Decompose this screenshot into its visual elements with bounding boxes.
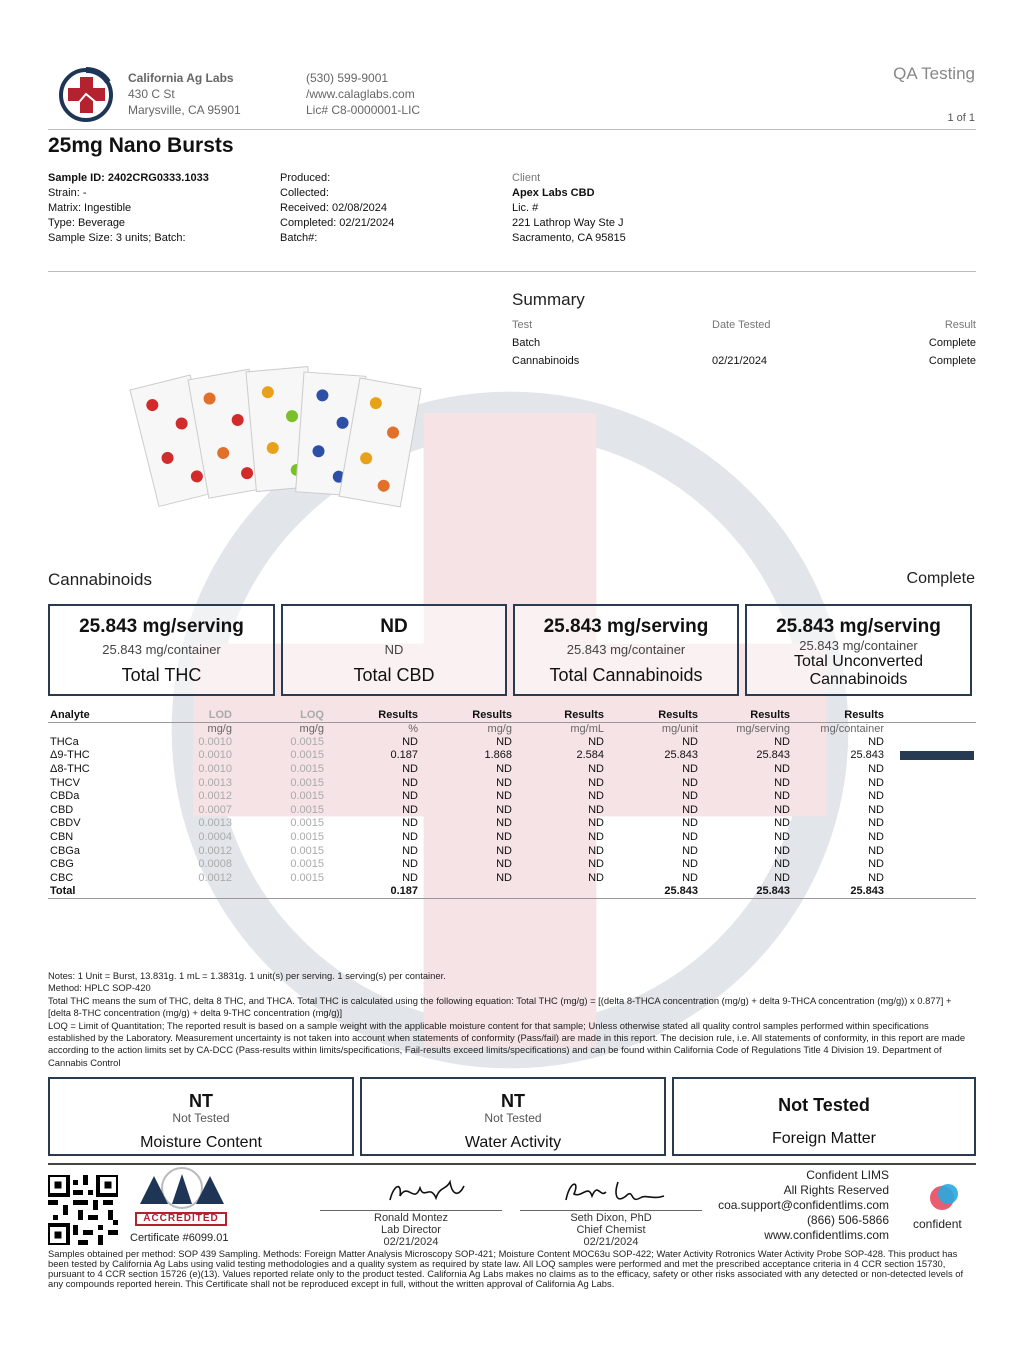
box-subvalue: Not Tested	[484, 1111, 542, 1125]
bar-cell	[886, 776, 976, 790]
box-label: Foreign Matter	[771, 1130, 877, 1147]
table-header-row	[48, 708, 976, 722]
bar-cell	[886, 858, 976, 872]
value-cell: ND	[774, 817, 790, 830]
sample-id: Sample ID: 2402CRG0333.1033	[48, 172, 209, 184]
table-row	[48, 858, 976, 872]
box-value: 25.843 mg/serving	[776, 616, 941, 637]
sample-meta	[48, 171, 209, 246]
value-cell: 0.0015	[290, 858, 324, 871]
lab-website: /www.calaglabs.com	[306, 87, 415, 101]
value-cell: ND	[496, 817, 512, 830]
value-cell: ND	[402, 817, 418, 830]
value-cell: ND	[682, 790, 698, 803]
total-thc-box	[48, 604, 275, 696]
value-cell: 0.0015	[290, 749, 324, 762]
lab-director-signature	[380, 1176, 470, 1210]
col-loq: LOQ	[234, 708, 326, 722]
value-cell	[138, 885, 234, 899]
product-title: 25mg Nano Bursts	[48, 134, 234, 157]
bar-cell	[886, 790, 976, 804]
value-cell: 0.0010	[198, 735, 232, 748]
value-cell: ND	[682, 831, 698, 844]
sample-size: Sample Size: 3 units; Batch:	[48, 232, 186, 244]
certificate-number: Certificate #6099.01	[130, 1232, 229, 1244]
summary-row	[512, 352, 976, 370]
value-cell: ND	[774, 790, 790, 803]
summary-header-test: Test	[512, 319, 533, 331]
value-cell: 0.187	[390, 749, 418, 762]
sig2-date: 02/21/2024	[583, 1236, 639, 1248]
foreign-matter-box	[672, 1077, 976, 1156]
notes	[48, 970, 976, 1069]
lab-address-line1: 430 C St	[128, 87, 175, 101]
lims-name: Confident LIMS	[806, 1168, 889, 1182]
value-cell: 0.0015	[290, 831, 324, 844]
page-number: 1 of 1	[947, 112, 975, 124]
value-cell: 0.0015	[290, 763, 324, 776]
value-cell: ND	[496, 790, 512, 803]
value-cell: 0.0015	[290, 776, 324, 789]
value-cell: mg/serving	[736, 722, 790, 735]
bar-cell	[886, 736, 976, 750]
lab-contact	[306, 70, 420, 118]
value-cell: 0.0012	[198, 844, 232, 857]
value-cell: 0.0015	[290, 871, 324, 884]
disclaimer: Samples obtained per method: SOP 439 Sampling. Methods: Foreign Matter Analysis Microscopy SOP-421; Moisture Content MOC63u SOP-422; Water Activity Rotronics Water Activity Probe SOP-428. This product has been tested by California Ag Labs using valid testing methodologies and a quality system as required by state law. All LOQ samples were performed and met the prescribed acceptance criteria in 4 CCR section 15730, pursuant to 4 CCR section 15726 (e)(13). Values reported relate only to the product tested. California Ag Labs makes no claims as to the efficacy, safety or other risks associated with any detected or non-detected levels of any compounds reported herein. This Certificate shall not be reproduced except in full, without the written approval of California Ag Labs.	[48, 1248, 964, 1289]
header-divider	[48, 129, 976, 130]
cannabinoids-title: Cannabinoids	[48, 570, 152, 589]
table-row	[48, 817, 976, 831]
summary-title: Summary	[512, 290, 585, 309]
value-cell: ND	[774, 844, 790, 857]
box-subvalue: 25.843 mg/container	[799, 638, 918, 653]
value-cell: ND	[868, 844, 884, 857]
value-cell: 0.187	[326, 885, 420, 899]
table-row	[48, 749, 976, 763]
col-results: Results	[700, 708, 792, 722]
summary-header-date: Date Tested	[712, 319, 771, 331]
box-label: Total Unconverted Cannabinoids	[794, 653, 923, 688]
box-label: Total Cannabinoids	[549, 665, 703, 685]
value-cell: ND	[868, 790, 884, 803]
client-meta	[512, 171, 626, 246]
box-subvalue: ND	[384, 642, 404, 657]
date-meta	[280, 171, 394, 246]
analyte-cell: CBDa	[50, 790, 80, 803]
value-cell: ND	[868, 871, 884, 884]
value-cell: 0.0004	[198, 831, 232, 844]
value-cell: ND	[682, 871, 698, 884]
value-cell: ND	[868, 858, 884, 871]
value-cell: 0.0010	[198, 763, 232, 776]
sig1-name: Ronald Montez	[374, 1212, 448, 1224]
water-activity-box	[360, 1077, 666, 1156]
value-cell: ND	[682, 817, 698, 830]
value-cell: ND	[402, 831, 418, 844]
value-cell: 0.0013	[198, 817, 232, 830]
cannabinoid-results-table	[48, 708, 976, 899]
value-cell: 25.843	[606, 885, 700, 899]
signature-line	[320, 1210, 502, 1211]
sig1-date: 02/21/2024	[383, 1236, 439, 1248]
box-value: NT	[189, 1091, 213, 1111]
box-value: 25.843 mg/serving	[543, 616, 709, 637]
summary-test: Cannabinoids	[512, 355, 580, 367]
box-subvalue: 25.843 mg/container	[102, 642, 221, 657]
analyte-cell: CBN	[50, 831, 74, 844]
bar-cell	[886, 749, 976, 763]
analyte-cell	[48, 722, 138, 736]
value-cell: ND	[402, 858, 418, 871]
box-value: NT	[501, 1091, 525, 1111]
value-cell: ND	[402, 803, 418, 816]
value-cell: ND	[774, 871, 790, 884]
value-cell: ND	[496, 763, 512, 776]
value-cell: ND	[496, 858, 512, 871]
box-value: 25.843 mg/serving	[79, 616, 244, 637]
value-cell: 0.0015	[290, 817, 324, 830]
client-license: Lic. #	[512, 202, 539, 214]
value-cell: 25.843	[792, 885, 886, 899]
california-ag-labs-logo	[56, 64, 116, 124]
summary-result: Complete	[928, 337, 976, 349]
summary-row	[512, 334, 976, 352]
value-cell	[234, 885, 326, 899]
box-subvalue: 25.843 mg/container	[566, 642, 686, 657]
value-cell: mg/g	[299, 722, 324, 735]
summary-header-row	[512, 316, 976, 334]
box-label: Total CBD	[353, 665, 435, 685]
value-cell: ND	[588, 776, 604, 789]
total-row	[48, 885, 976, 899]
value-cell: ND	[588, 817, 604, 830]
sig1-title: Lab Director	[381, 1224, 441, 1236]
analyte-cell: Δ8-THC	[50, 763, 90, 776]
accredited-badge: ACCREDITED	[135, 1212, 227, 1226]
client-address-line2: Sacramento, CA 95815	[512, 232, 626, 244]
value-cell: 0.0015	[290, 790, 324, 803]
value-cell: ND	[774, 735, 790, 748]
total-unconverted-box	[745, 604, 972, 696]
notes-line: Notes: 1 Unit = Burst, 13.831g. 1 mL = 1.3831g. 1 unit(s) per serving. 1 serving(s) per container.	[48, 970, 446, 981]
box-label: Total THC	[121, 665, 202, 685]
box-label: Water Activity	[464, 1134, 562, 1151]
lab-address-line2: Marysville, CA 95901	[128, 103, 241, 117]
value-cell: ND	[682, 763, 698, 776]
col-analyte: Analyte	[48, 708, 138, 722]
analyte-cell: Δ9-THC	[50, 749, 90, 762]
value-cell: ND	[496, 803, 512, 816]
total-cannabinoids-box	[513, 604, 739, 696]
value-cell: ND	[868, 735, 884, 748]
value-cell: 1.868	[484, 749, 512, 762]
value-cell: ND	[868, 803, 884, 816]
client-address-line1: 221 Lathrop Way Ste J	[512, 217, 624, 229]
col-results: Results	[606, 708, 700, 722]
a2la-logo	[132, 1166, 232, 1216]
value-cell: 25.843	[664, 749, 698, 762]
value-cell: ND	[774, 776, 790, 789]
summary-header-result: Result	[944, 319, 976, 331]
value-cell: ND	[588, 844, 604, 857]
bar-cell	[886, 817, 976, 831]
chief-chemist-block	[520, 1212, 702, 1248]
confident-logo-icon	[922, 1182, 962, 1216]
value-cell: ND	[774, 858, 790, 871]
footer-divider	[48, 1163, 976, 1165]
sig2-name: Seth Dixon, PhD	[570, 1212, 652, 1224]
summary-table	[512, 316, 976, 370]
box-subvalue: Not Tested	[172, 1111, 230, 1125]
bar-cell	[886, 763, 976, 777]
table-row	[48, 763, 976, 777]
analyte-cell: CBGa	[50, 844, 80, 857]
value-cell: 0.0012	[198, 790, 232, 803]
value-cell: 0.0012	[198, 871, 232, 884]
bar-cell	[886, 844, 976, 858]
value-cell: ND	[868, 776, 884, 789]
collected: Collected:	[280, 187, 329, 199]
lab-name: California Ag Labs	[128, 71, 234, 85]
qr-code-icon	[48, 1175, 118, 1245]
units-row	[48, 722, 976, 736]
col-lod: LOD	[138, 708, 234, 722]
confident-logo-text: confident	[913, 1217, 962, 1231]
col-results: Results	[420, 708, 514, 722]
cannabinoids-status: Complete	[906, 570, 975, 587]
value-cell: ND	[588, 871, 604, 884]
signature-line	[520, 1210, 702, 1211]
value-cell: ND	[496, 776, 512, 789]
total-cbd-box	[281, 604, 507, 696]
value-cell: ND	[868, 817, 884, 830]
notes-method: Method: HPLC SOP-420	[48, 982, 151, 994]
value-cell: 25.843	[700, 885, 792, 899]
value-cell: 0.0015	[290, 735, 324, 748]
analyte-cell: CBDV	[50, 817, 81, 830]
value-cell: ND	[682, 858, 698, 871]
value-cell: mg/g	[487, 722, 512, 735]
table-row	[48, 790, 976, 804]
value-cell: 25.843	[756, 749, 790, 762]
value-cell: ND	[588, 790, 604, 803]
lims-website: www.confidentlims.com	[764, 1228, 889, 1242]
value-cell: mg/container	[820, 722, 884, 735]
col-bar	[886, 708, 976, 722]
value-cell: ND	[496, 871, 512, 884]
client-name: Apex Labs CBD	[512, 187, 595, 199]
table-row	[48, 736, 976, 750]
value-cell: 25.843	[850, 749, 884, 762]
completed: Completed: 02/21/2024	[280, 217, 395, 229]
value-cell: ND	[496, 831, 512, 844]
matrix: Matrix: Ingestible	[48, 202, 132, 214]
table-row	[48, 831, 976, 845]
bar-cell	[886, 722, 976, 736]
value-cell: ND	[682, 776, 698, 789]
analyte-cell: CBD	[50, 803, 74, 816]
notes-loq: LOQ = Limit of Quantitation; The reported result is based on a sample weight with the applicable moisture content for that sample; Unless otherwise stated all quality control samples performed within specifications established by the Laboratory. Measurement uncertainty is not taken into account when statements of conformity (Pass/fail) are made in this report. The decision rule, i.e. All statements of conformity, in this report are made according to the action limits set by CA-DCC (Pass-results within limits/specifications, Fail-results exceed limits/specifications) and can be found within California Code of Regulations Title 4 Division 19. Department of Cannabis Control	[48, 1019, 966, 1068]
moisture-content-box	[48, 1077, 354, 1156]
value-cell: ND	[402, 735, 418, 748]
lims-phone: (866) 506-5866	[806, 1213, 889, 1227]
value-cell: ND	[402, 790, 418, 803]
summary-test: Batch	[512, 337, 541, 349]
value-cell: mg/mL	[570, 722, 604, 735]
analyte-cell: THCa	[50, 735, 79, 748]
value-cell: 0.0007	[198, 803, 232, 816]
sig2-title: Chief Chemist	[576, 1224, 646, 1236]
value-cell: ND	[496, 735, 512, 748]
box-value: ND	[380, 616, 408, 637]
bar-cell	[886, 885, 976, 899]
summary-date: 02/21/2024	[712, 355, 768, 367]
concentration-bar	[900, 751, 974, 760]
value-cell: ND	[588, 858, 604, 871]
table-row	[48, 776, 976, 790]
value-cell: mg/unit	[661, 722, 698, 735]
bar-cell	[886, 872, 976, 886]
analyte-cell: Total	[48, 885, 138, 899]
value-cell: %	[408, 722, 418, 735]
value-cell: ND	[496, 844, 512, 857]
value-cell	[420, 885, 514, 899]
qa-testing-label: QA Testing	[893, 64, 975, 83]
value-cell: 2.584	[576, 749, 604, 762]
value-cell: ND	[868, 831, 884, 844]
lab-info	[128, 70, 241, 118]
batch-number: Batch#:	[280, 232, 318, 244]
value-cell: ND	[682, 735, 698, 748]
col-results: Results	[792, 708, 886, 722]
table-row	[48, 844, 976, 858]
lims-email: coa.support@confidentlims.com	[718, 1198, 889, 1212]
value-cell: 0.0013	[198, 776, 232, 789]
summary-result: Complete	[928, 355, 976, 367]
value-cell	[514, 885, 606, 899]
client-label: Client	[512, 172, 541, 184]
table-body	[48, 722, 976, 899]
value-cell: ND	[402, 776, 418, 789]
box-value: Not Tested	[778, 1095, 870, 1115]
notes-total-thc: Total THC means the sum of THC, delta 8 THC, and THCA. Total THC is calculated using the following equation: Total THC (mg/g) = [(delta 8-THCA concentration (mg/g) + delta 9-THCA concentration (mg/g)) x 0.877] + [delta 8-THC concentration (mg/g) + delta 9-THC concentration (mg/g)]	[48, 994, 952, 1019]
bar-cell	[886, 804, 976, 818]
value-cell: ND	[402, 763, 418, 776]
box-label: Moisture Content	[140, 1134, 262, 1151]
value-cell: ND	[588, 735, 604, 748]
received: Received: 02/08/2024	[280, 202, 388, 214]
value-cell: ND	[774, 763, 790, 776]
lab-director-block	[320, 1212, 502, 1248]
value-cell: ND	[402, 844, 418, 857]
value-cell: ND	[774, 803, 790, 816]
value-cell: ND	[682, 803, 698, 816]
value-cell: mg/g	[207, 722, 232, 735]
value-cell: ND	[588, 803, 604, 816]
lims-rights: All Rights Reserved	[783, 1183, 889, 1197]
analyte-cell: CBG	[50, 858, 74, 871]
value-cell: ND	[402, 871, 418, 884]
col-results: Results	[326, 708, 420, 722]
col-results: Results	[514, 708, 606, 722]
analyte-cell: THCV	[50, 776, 80, 789]
value-cell: ND	[774, 831, 790, 844]
value-cell: 0.0008	[198, 858, 232, 871]
type: Type: Beverage	[48, 217, 126, 229]
table-row	[48, 804, 976, 818]
chief-chemist-signature	[560, 1174, 670, 1210]
value-cell: ND	[588, 831, 604, 844]
bar-cell	[886, 831, 976, 845]
confident-lims-info	[718, 1168, 889, 1243]
value-cell: 0.0015	[290, 844, 324, 857]
value-cell: 0.0015	[290, 803, 324, 816]
lab-license: Lic# C8-0000001-LIC	[306, 103, 421, 117]
value-cell: ND	[588, 763, 604, 776]
analyte-cell: CBC	[50, 871, 74, 884]
product-image	[120, 350, 460, 530]
value-cell: ND	[868, 763, 884, 776]
value-cell: 0.0010	[198, 749, 232, 762]
produced: Produced:	[280, 172, 331, 184]
value-cell: ND	[682, 844, 698, 857]
table-row	[48, 872, 976, 886]
strain: Strain: -	[48, 187, 87, 199]
lab-phone: (530) 599-9001	[306, 71, 389, 85]
meta-divider	[48, 271, 976, 272]
